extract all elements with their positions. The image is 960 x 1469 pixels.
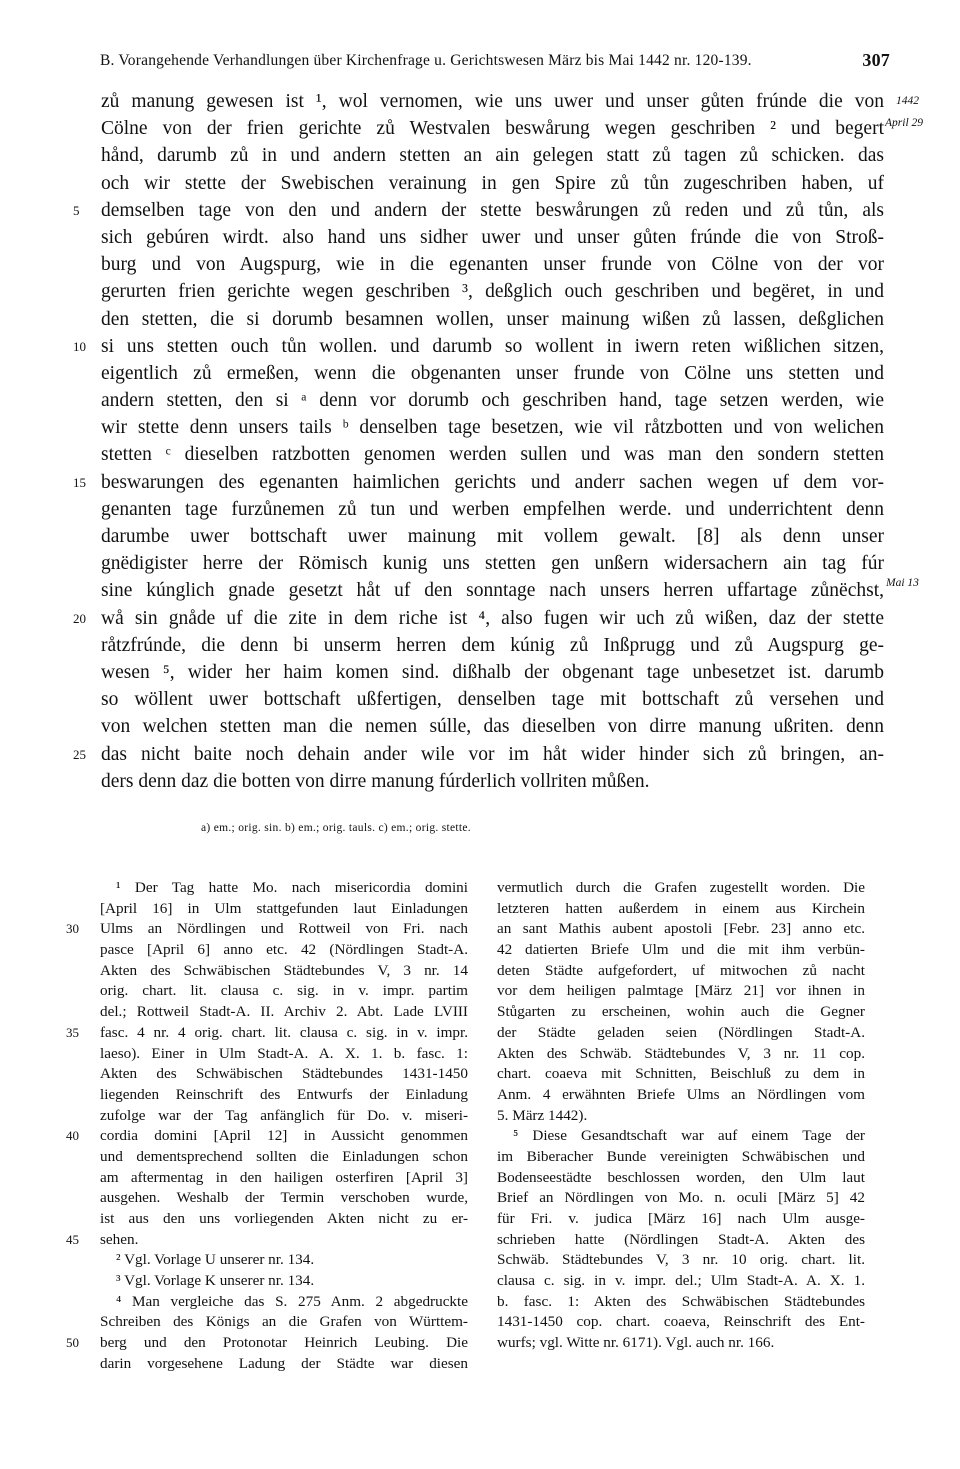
line-number: 50 xyxy=(66,1335,79,1351)
text-line: burg und von Augspurg, wie in die egenanten unser frunde von Cölne von der vor xyxy=(101,254,884,276)
footnote-line: 42 datierten Briefe Ulm und die mit ihm verbün- xyxy=(497,941,865,959)
footnote-line: clausa c. sig. in v. impr. del.; Ulm Stadt-A. A. X. 1. xyxy=(497,1272,865,1290)
text-line: demselben tage von den und andern der stette beswårungen zů reden und zů tůn, als xyxy=(101,199,884,221)
text-line: eigentlich zů ermeßen, wenn die obgenanten unser frunde von Cölne uns stetten und xyxy=(101,362,884,384)
footnote-line: deten Städte aufgefordert, uf mitwochen zů nacht xyxy=(497,961,865,979)
footnote-line-wrap xyxy=(66,919,468,940)
footnote-line: pasce [April 6] anno etc. 42 (Nördlingen Stadt-A. xyxy=(100,941,468,959)
text-line: Cölne von der frien gerichte zů Westvalen beswårung wegen geschriben ² und begert xyxy=(101,118,884,140)
line-number: 25 xyxy=(73,746,86,762)
footnote-line: Schreiben des Königs an die Grafen von Württem- xyxy=(100,1313,468,1331)
text-line: ders denn daz die botten von dirre manung fúrderlich vollriten můßen. xyxy=(101,770,650,792)
footnote-line: 5. März 1442). xyxy=(497,1106,588,1124)
footnote-line: ausgehen. Weshalb der Termin verschoben wurde, xyxy=(100,1189,468,1207)
footnote-line: darin vorgesehene Ladung der Städte war diesen xyxy=(100,1354,468,1372)
footnote-line: Akten des Schwäbischen Städtebundes V, 3 nr. 14 xyxy=(100,961,468,979)
line-number: 30 xyxy=(66,921,79,937)
footnote-line: del.; Rottweil Stadt-A. II. Archiv 2. Abt. Lade LVIII xyxy=(100,1003,468,1021)
footnote-line: Bodenseestädte beschlossen worden, den Ulm laut xyxy=(497,1168,865,1186)
footnote-line: und dementsprechend sollten die Einladungen schon xyxy=(100,1147,468,1165)
line-number: 40 xyxy=(66,1128,79,1144)
footnote-line: ² Vgl. Vorlage U unserer nr. 134. xyxy=(116,1251,315,1269)
text-line: zů manung gewesen ist ¹, wol vernomen, wie uns uwer und unser gůten frúnde die von xyxy=(101,91,884,112)
footnote-line: letzteren hatten außerdem in einem aus Kirchein xyxy=(497,899,865,917)
text-line: hånd, darumb zů in und andern stetten an ain gelegen statt zů tagen zů schicken. das xyxy=(101,145,884,167)
footnote-line: im Biberacher Bunde vereinigten Schwäbischen und xyxy=(497,1147,865,1165)
text-line: stetten ᶜ dieselben ratzbotten genomen werden sullen und was man den sondern stetten xyxy=(101,444,884,466)
text-line: wesen ⁵, wider her haim komen sind. dißhalb der obgenant tage unbesetzet ist. darumb xyxy=(101,661,884,683)
footnote-line: der Städte geladen seien (Nördlingen Stadt-A. xyxy=(497,1023,865,1041)
margin-note-date: April 29 xyxy=(885,117,924,129)
footnote-line-wrap xyxy=(66,1126,468,1147)
footnote-line: fasc. 4 nr. 4 orig. chart. lit. clausa c. sig. in v. impr. xyxy=(100,1023,468,1041)
text-line-wrap xyxy=(73,333,884,360)
footnote-line: an sant Mathis aubent apostoli [Febr. 23] anno etc. xyxy=(497,920,865,938)
footnote-line-wrap xyxy=(66,1023,468,1044)
text-line: gnëdigister herre der Römisch kunig uns stetten gen unßern widersachern ain tag fúr xyxy=(101,553,884,575)
footnote-line: Stůgarten zu erscheinen, wohin auch die Gegner xyxy=(497,1003,865,1021)
footnote-line: [April 16] in Ulm stattgefunden laut Einladungen xyxy=(100,899,468,917)
text-line-wrap xyxy=(73,197,884,224)
footnote-line: liegenden Reinschrift des Entwurfs der Einladung xyxy=(100,1085,468,1103)
footnote-line: laeso). Einer in Ulm Stadt-A. A. X. 1. b. fasc. 1: xyxy=(100,1044,468,1062)
footnote-line: Akten des Schwäb. Städtebundes V, 3 nr. 11 cop. xyxy=(497,1044,865,1062)
text-line-wrap xyxy=(73,605,884,632)
footnote-line: ist aus den uns vorliegenden Akten nicht zu er- xyxy=(100,1210,468,1227)
line-number: 45 xyxy=(66,1231,79,1247)
footnote-line: für Fri. v. judica [März 16] nach Ulm ausge- xyxy=(497,1210,865,1227)
footnote-line: Brief an Nördlingen von Mo. n. oculi [März 5] 42 xyxy=(497,1189,865,1207)
critical-apparatus: a) em.; orig. sin. b) em.; orig. tauls. c) em.; orig. stette. xyxy=(201,822,471,834)
footnote-line: am aftermentag in den hailigen osterfiren [April 3] xyxy=(100,1168,468,1186)
footnote-line: Ulms an Nördlingen und Rottweil von Fri. nach xyxy=(100,920,468,938)
line-number: 10 xyxy=(73,338,86,354)
footnote-line: ¹ Der Tag hatte Mo. nach misericordia domini xyxy=(116,879,468,896)
footnote-line: vermutlich durch die Grafen zugestellt worden. Die xyxy=(497,879,865,896)
text-line: genanten tage furzůnemen zů tun und werben empfelhen werde. und underrichtent denn xyxy=(101,498,884,520)
footnote-line-wrap xyxy=(66,1333,468,1354)
margin-note-date: Mai 13 xyxy=(886,577,919,589)
text-line: andern stetten, den si ᵃ denn vor dorumb och geschriben hand, tage setzen werden, wie xyxy=(101,390,884,412)
footnote-line: wurfs; vgl. Witte nr. 6171). Vgl. auch nr. 166. xyxy=(497,1334,775,1352)
running-header xyxy=(100,52,890,70)
page-number: 307 xyxy=(862,50,890,70)
text-line: so wöllent uwer bottschaft ußfertigen, denselben tage mit bottschaft zů versehen und xyxy=(101,689,884,711)
footnote-line: vor dem heiligen palmtage [März 21] vor ihnen in xyxy=(497,982,865,1000)
footnote-line: ⁵ Diese Gesandtschaft war auf einem Tage der xyxy=(513,1127,865,1145)
line-number: 5 xyxy=(73,202,80,218)
footnote-line: zufolge war der Tag anfänglich für Do. v. miseri- xyxy=(100,1106,468,1124)
text-line: wir stette denn unsers tails ᵇ denselben tage besetzen, wie vil råtzbotten und von welichen xyxy=(101,417,884,439)
footnote-line: sehen. xyxy=(100,1230,139,1248)
text-line: gerurten frien gerichte wegen geschriben ³, deßglich ouch geschriben und begëret, in und xyxy=(101,281,884,303)
footnotes-left-column xyxy=(66,878,468,1375)
footnote-line: orig. chart. lit. clausa c. sig. in v. impr. partim xyxy=(100,982,468,1000)
footnote-line-wrap xyxy=(66,1230,468,1251)
text-line: råtzfrúnde, die denn bi unserm herren dem kúnig zů Inßprugg und zů Augspurg ge- xyxy=(101,634,884,656)
text-line: das nicht baite noch dehain ander wile vor im håt wider hinder sich zů bringen, an- xyxy=(101,743,884,765)
text-line: si uns stetten ouch tůn wollen. und darumb so wollent in iwern reten wißlichen sitzen, xyxy=(101,335,884,357)
footnote-line: schrieben hatte (Nördlingen Stadt-A. Akten des xyxy=(497,1230,865,1248)
running-title: B. Vorangehende Verhandlungen über Kirchenfrage u. Gerichtswesen März bis Mai 1442 nr. 120-139. xyxy=(100,52,752,69)
text-line: wå sin gnåde uf die zite in dem riche ist ⁴, also fugen wir uch zů wißen, daz der stette xyxy=(101,607,884,629)
margin-note-year: 1442 xyxy=(896,95,919,107)
text-line: den stetten, die si dorumb besamnen wollen, unser mainung wißen zů lassen, deßglichen xyxy=(101,308,884,330)
footnote-line: ⁴ Man vergleiche das S. 275 Anm. 2 abgedruckte xyxy=(116,1292,468,1310)
line-number: 15 xyxy=(73,474,86,490)
footnote-line: ³ Vgl. Vorlage K unserer nr. 134. xyxy=(116,1272,315,1290)
text-line: sine kúnglich gnade gesetzt håt uf den sonntage nach unsers herren uffartage zůnëchst, xyxy=(101,580,884,602)
text-line: darumbe uwer bottschaft uwer mainung mit vollem gewalt. [8] als denn unser xyxy=(101,526,884,547)
footnote-line: b. fasc. 1: Akten des Schwäbischen Städtebundes xyxy=(497,1292,865,1310)
footnote-line: berg und den Protonotar Heinrich Leubing. Die xyxy=(100,1334,468,1352)
footnote-line: Anm. 4 erwähnten Briefe Ulms an Nördlingen vom xyxy=(497,1085,865,1103)
footnote-line: Akten des Schwäbischen Städtebundes 1431-1450 xyxy=(100,1065,468,1083)
text-line: och wir stette der Swebischen verainung in gen Spire zů tůn zugeschriben haben, uf xyxy=(101,172,884,194)
text-line: sich gebúren wirdt. also hand uns sidher uwer und unser gůten frúnde die von Stroß- xyxy=(101,226,884,248)
footnote-line: Schwäb. Städtebundes V, 3 nr. 10 orig. chart. lit. xyxy=(497,1251,865,1269)
footnote-line: 1431-1450 cop. chart. coaeva, Reinschrift des Ent- xyxy=(497,1313,865,1331)
text-line: von welchen stetten man die nemen súlle, das dieselben von dirre manung ußriten. denn xyxy=(101,716,884,738)
text-line-wrap xyxy=(73,741,884,768)
line-number: 35 xyxy=(66,1024,79,1040)
line-number: 20 xyxy=(73,610,86,626)
main-text xyxy=(73,88,884,795)
text-line-wrap xyxy=(73,469,884,496)
footnotes-right-column xyxy=(497,878,865,1354)
footnote-line: chart. coaeva mit Schnitten, Beischluß zu dem in xyxy=(497,1065,865,1083)
footnote-line: cordia domini [April 12] in Aussicht genommen xyxy=(100,1127,468,1145)
text-line: beswarungen des egenanten haimlichen gerichts und anderr sachen wegen uf dem vor- xyxy=(101,471,884,493)
